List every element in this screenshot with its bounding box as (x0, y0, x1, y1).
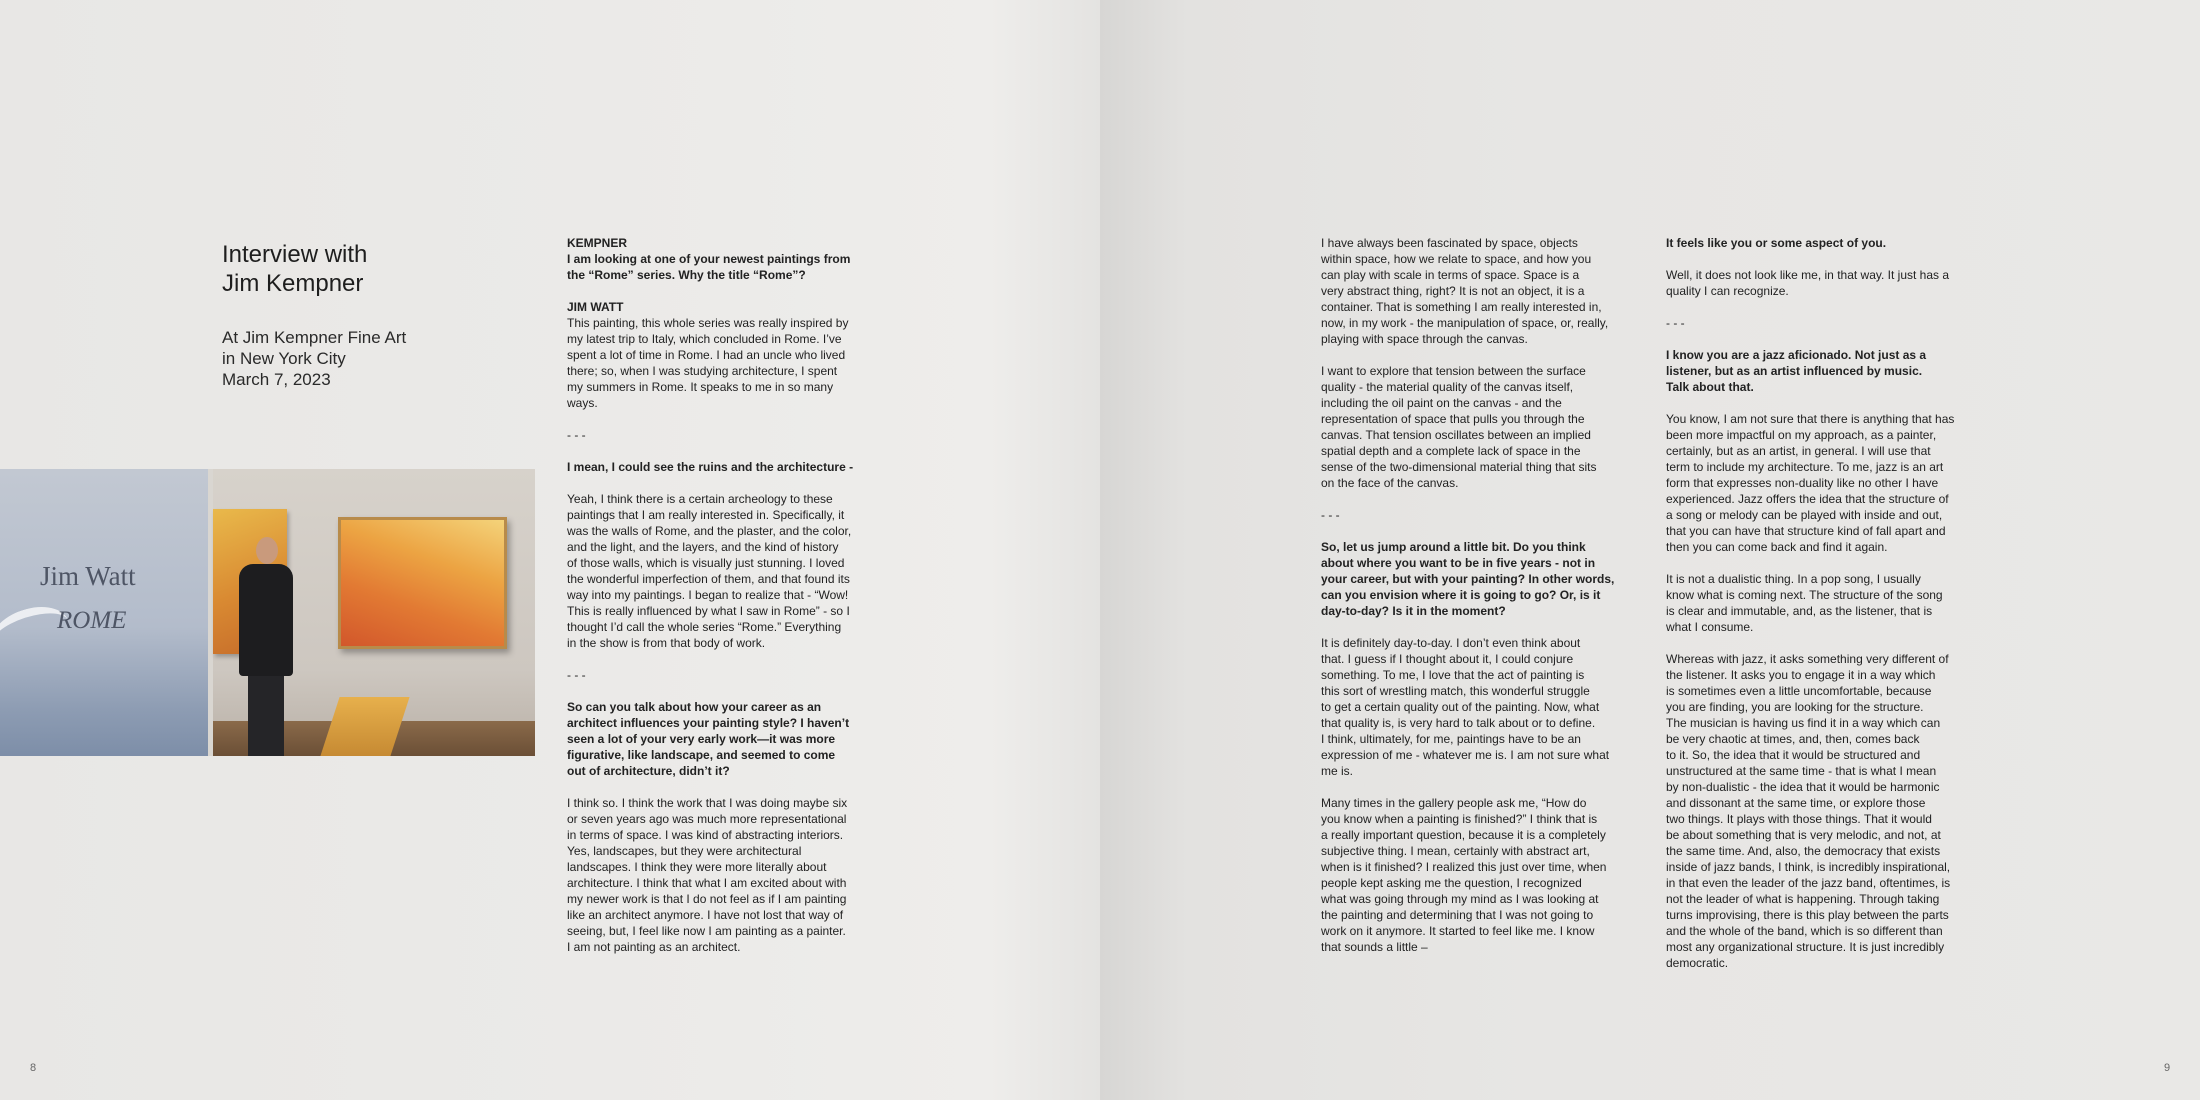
paragraph (567, 299, 885, 411)
text-line: - - - (567, 428, 586, 442)
text-line: there; so, when I was studying architecture, I spent (567, 364, 838, 378)
text-line: representation of space that pulls you through the (1321, 412, 1585, 426)
text-line: the painting and determining that I was not going to (1321, 908, 1594, 922)
text-line: unstructured at the same time - that is what I mean (1666, 764, 1937, 778)
paragraph (1321, 795, 1641, 955)
text-line: the listener. It asks you to engage it in a way which (1666, 668, 1936, 682)
text-line: in terms of space. I was kind of abstracting interiors. (567, 828, 844, 842)
text-line: of those walls, which is visually just stunning. I loved (567, 556, 845, 570)
text-line: quality - the material quality of the canvas itself, (1321, 380, 1574, 394)
text-line: you are finding, you are looking for the structure. (1666, 700, 1924, 714)
window-lettering-title: ROME (57, 607, 127, 634)
text-line: be about something that is very melodic, and not, at (1666, 828, 1941, 842)
text-line: be very chaotic at times, and, then, comes back (1666, 732, 1920, 746)
paragraph (567, 667, 885, 683)
paragraph (567, 459, 885, 475)
text-line: can play with scale in terms of space. Space is a (1321, 268, 1580, 282)
text-line: what was going through my mind as I was looking at (1321, 892, 1599, 906)
title-line: Interview with (222, 241, 368, 268)
text-line: what I consume. (1666, 620, 1754, 634)
subtitle-line: in New York City (222, 349, 346, 368)
text-line: very abstract thing, right? It is not an object, it is a (1321, 284, 1585, 298)
text-line: term to include my architecture. To me, jazz is an art (1666, 460, 1944, 474)
text-line: been more impactful on my approach, as a painter, (1666, 428, 1937, 442)
text-line: I want to explore that tension between the surface (1321, 364, 1586, 378)
text-line: people kept asking me the question, I recognized (1321, 876, 1582, 890)
text-line: - - - (1321, 508, 1340, 522)
paragraph (567, 427, 885, 443)
text-line: I am not painting as an architect. (567, 940, 741, 954)
right-page (1100, 0, 2200, 1100)
text-line: spent a lot of time in Rome. I had an uncle who lived (567, 348, 846, 362)
text-line: in that even the leader of the jazz band, oftentimes, is (1666, 876, 1951, 890)
text-line: a song or melody can be played with inside and out, (1666, 508, 1943, 522)
text-line: then you can come back and find it again. (1666, 540, 1888, 554)
text-line: quality I can recognize. (1666, 284, 1789, 298)
text-line: know what is coming next. The structure of the song (1666, 588, 1943, 602)
text-line: It feels like you or some aspect of you. (1666, 236, 1887, 250)
text-line: Talk about that. (1666, 380, 1754, 394)
text-line: to it. So, the idea that it would be structured and (1666, 748, 1921, 762)
text-line: the wonderful imperfection of them, and that found its (567, 572, 850, 586)
text-line: me is. (1321, 764, 1354, 778)
text-line: - - - (1666, 316, 1685, 330)
text-line: So, let us jump around a little bit. Do you think (1321, 540, 1586, 554)
text-line: day-to-day? Is it in the moment? (1321, 604, 1506, 618)
text-line: I am looking at one of your newest paintings from (567, 252, 851, 266)
subtitle-line: At Jim Kempner Fine Art (222, 328, 407, 347)
text-line: a really important question, because it is a completely (1321, 828, 1606, 842)
text-line: this sort of wrestling match, this wonderful struggle (1321, 684, 1590, 698)
text-line: and dissonant at the same time, or explore those (1666, 796, 1926, 810)
text-line: canvas. That tension oscillates between an implied (1321, 428, 1591, 442)
text-line: not the leader of what is happening. Through taking (1666, 892, 1940, 906)
paragraph (1321, 363, 1641, 491)
text-line: is sometimes even a little uncomfortable, because (1666, 684, 1932, 698)
text-line: way into my paintings. I began to realize that - “Wow! (567, 588, 849, 602)
text-line: thought I’d call the whole series “Rome.” Everything (567, 620, 842, 634)
text-line: It is not a dualistic thing. In a pop song, I usually (1666, 572, 1921, 586)
text-line: This painting, this whole series was really inspired by (567, 316, 849, 330)
paragraph (1321, 235, 1641, 347)
window-lettering-name: Jim Watt (40, 561, 136, 591)
interview-column-right-1 (1321, 235, 1641, 971)
text-line: paintings that I am really interested in. Specifically, it (567, 508, 845, 522)
text-line: figurative, like landscape, and seemed to come (567, 748, 836, 762)
page-number: 9 (2164, 1062, 2171, 1074)
speaker-label: JIM WATT (567, 300, 624, 314)
page-number: 8 (30, 1062, 37, 1074)
text-line: I mean, I could see the ruins and the architecture - (567, 460, 854, 474)
page-title (222, 240, 522, 298)
text-line: like an architect anymore. I have not lost that way of (567, 908, 844, 922)
text-line: certainly, but as an artist, in general. I will use that (1666, 444, 1931, 458)
paragraph (1666, 651, 1982, 971)
text-line: architecture. I think that what I am excited about with (567, 876, 847, 890)
text-line: my newer work is that I do not feel as if I am painting (567, 892, 847, 906)
text-line: that you can have that structure kind of fall apart and (1666, 524, 1946, 538)
text-line: democratic. (1666, 956, 1729, 970)
text-line: sense of the two-dimensional material thing that sits (1321, 460, 1597, 474)
text-line: work on it anymore. It started to feel like me. I know (1321, 924, 1595, 938)
text-line: seen a lot of your very early work—it was more (567, 732, 836, 746)
text-line: form that expresses non-duality like no other I have (1666, 476, 1939, 490)
text-line: out of architecture, didn’t it? (567, 764, 730, 778)
text-line: Yes, landscapes, but they were architectural (567, 844, 802, 858)
text-line: KEMPNER (567, 236, 628, 250)
text-line: can you envision where it is going to go? Or, is it (1321, 588, 1601, 602)
paragraph (1666, 315, 1982, 331)
gallery-photo (0, 469, 535, 756)
text-line: experienced. Jazz offers the idea that the structure of (1666, 492, 1949, 506)
title-line: Jim Kempner (222, 270, 364, 297)
text-line: in the show is from that body of work. (567, 636, 766, 650)
person-head (256, 537, 278, 564)
person-body (239, 564, 293, 676)
text-line: So can you talk about how your career as an (567, 700, 822, 714)
interview-column-left (567, 235, 885, 971)
text-line: two things. It plays with those things. That it would (1666, 812, 1932, 826)
text-line: I think, ultimately, for me, paintings have to be an (1321, 732, 1581, 746)
text-line: landscapes. I think they were more literally about (567, 860, 827, 874)
text-line: container. That is something I am really interested in, (1321, 300, 1602, 314)
text-line: I have always been fascinated by space, objects (1321, 236, 1578, 250)
text-line: ways. (567, 396, 598, 410)
paragraph (567, 491, 885, 651)
text-line: Well, it does not look like me, in that way. It just has a (1666, 268, 1950, 282)
text-line: You know, I am not sure that there is anything that has (1666, 412, 1955, 426)
subtitle (222, 327, 522, 390)
text-line: Many times in the gallery people ask me, “How do (1321, 796, 1587, 810)
text-line: on the face of the canvas. (1321, 476, 1459, 490)
text-line: or seven years ago was much more representational (567, 812, 847, 826)
text-line: was the walls of Rome, and the plaster, and the color, (567, 524, 852, 538)
text-line: when is it finished? I realized this just over time, when (1321, 860, 1607, 874)
text-line: Whereas with jazz, it asks something very different of (1666, 652, 1949, 666)
paragraph (567, 235, 885, 283)
subtitle-line: March 7, 2023 (222, 370, 331, 389)
text-line: turns improvising, there is this play between the parts (1666, 908, 1949, 922)
painting-large (338, 517, 507, 649)
paragraph (1321, 507, 1641, 523)
paragraph (1666, 347, 1982, 395)
text-line: something. To me, I love that the act of painting is (1321, 668, 1585, 682)
text-line: most any organizational structure. It is just incredibly (1666, 940, 1945, 954)
paragraph (567, 699, 885, 779)
text-line: The musician is having us find it in a way which can (1666, 716, 1941, 730)
text-line: - - - (567, 668, 586, 682)
paragraph (567, 795, 885, 955)
paragraph (1666, 571, 1982, 635)
paragraph (1666, 267, 1982, 299)
text-line: that. I guess if I thought about it, I could conjure (1321, 652, 1574, 666)
text-line: inside of jazz bands, I think, is incredibly inspirational, (1666, 860, 1951, 874)
text-line: your career, but with your painting? In other words, (1321, 572, 1615, 586)
paragraph (1666, 235, 1982, 251)
text-line: It is definitely day-to-day. I don’t even think about (1321, 636, 1581, 650)
text-line: that quality is, is very hard to talk about or to define. (1321, 716, 1596, 730)
text-line: seeing, but, I feel like now I am painting as a painter. (567, 924, 846, 938)
text-line: about where you want to be in five years - not in (1321, 556, 1596, 570)
text-line: now, in my work - the manipulation of space, or, really, (1321, 316, 1609, 330)
text-line: subjective thing. I mean, certainly with abstract art, (1321, 844, 1590, 858)
text-line: listener, but as an artist influenced by music. (1666, 364, 1923, 378)
text-line: my latest trip to Italy, which concluded in Rome. I’ve (567, 332, 842, 346)
text-line: by non-dualistic - the idea that it would be harmonic (1666, 780, 1940, 794)
text-line: my summers in Rome. It speaks to me in so many (567, 380, 834, 394)
text-line: expression of me - whatever me is. I am not sure what (1321, 748, 1610, 762)
text-line: and the whole of the band, which is so different than (1666, 924, 1943, 938)
text-line: the “Rome” series. Why the title “Rome”? (567, 268, 806, 282)
text-line: to get a certain quality out of the painting. Now, what (1321, 700, 1600, 714)
paragraph (1321, 539, 1641, 619)
text-line: is clear and immutable, and, as the listener, that is (1666, 604, 1933, 618)
interview-column-right-2 (1666, 235, 1982, 987)
text-line: the same time. And, also, the democracy that exists (1666, 844, 1941, 858)
window-glass (0, 469, 210, 756)
paragraph (1321, 635, 1641, 779)
text-line: I think so. I think the work that I was doing maybe six (567, 796, 848, 810)
text-line: spatial depth and a complete lack of space in the (1321, 444, 1581, 458)
text-line: This is really influenced by what I saw in Rome” - so I (567, 604, 850, 618)
paragraph (1666, 411, 1982, 555)
text-line: you know when a painting is finished?” I think that is (1321, 812, 1598, 826)
text-line: I know you are a jazz aficionado. Not just as a (1666, 348, 1927, 362)
text-line: Yeah, I think there is a certain archeology to these (567, 492, 833, 506)
text-line: including the oil paint on the canvas - and the (1321, 396, 1562, 410)
text-line: within space, how we relate to space, and how you (1321, 252, 1592, 266)
text-line: architect influences your painting style? I haven’t (567, 716, 850, 730)
person-legs (248, 669, 284, 756)
text-line: that sounds a little – (1321, 940, 1428, 954)
text-line: and the light, and the layers, and the kind of history (567, 540, 839, 554)
text-line: playing with space through the canvas. (1321, 332, 1528, 346)
